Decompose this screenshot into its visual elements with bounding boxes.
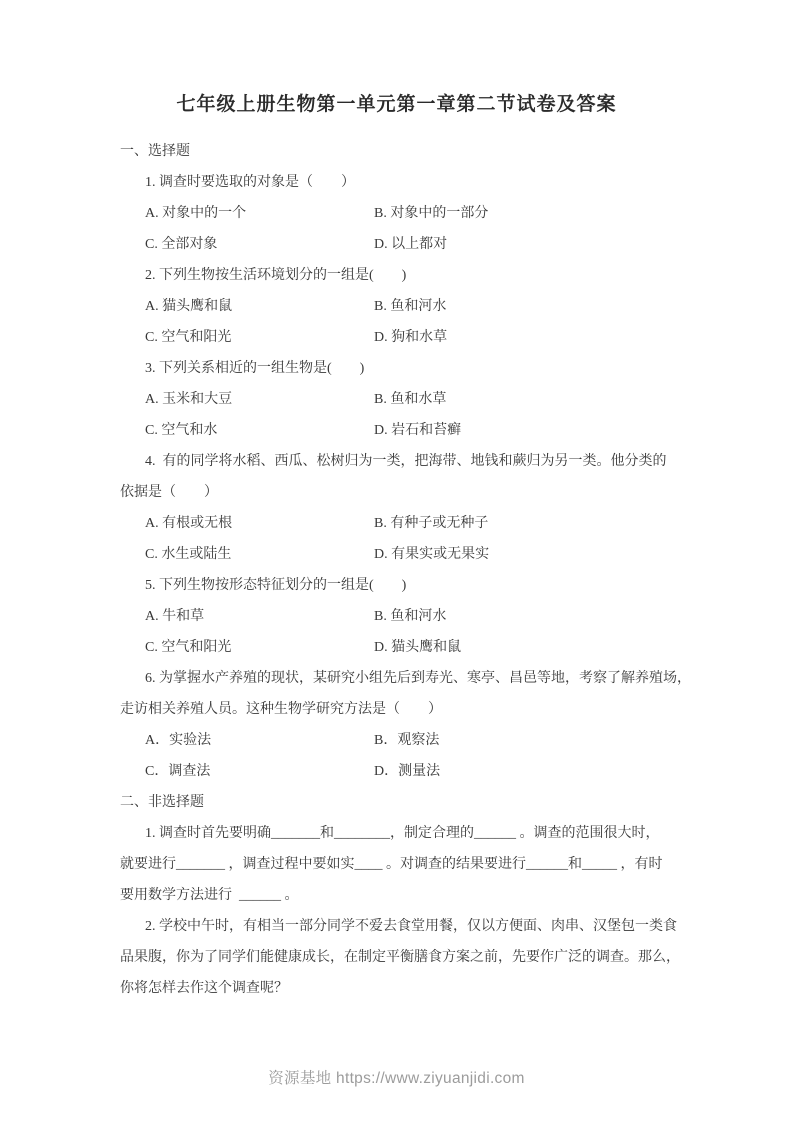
q4-option-c: C. 水生或陆生 [145, 547, 232, 562]
q3-options-row-ab [120, 384, 673, 415]
fill-q2-line-3: 你将怎样去作这个调查呢？ [120, 981, 288, 996]
page-title: 七年级上册生物第一单元第一章第二节试卷及答案 [176, 94, 617, 115]
q2-option-d: D. 狗和水草 [374, 330, 448, 345]
q6-option-d: D．测量法 [374, 764, 441, 779]
q5-options-row-ab [120, 601, 673, 632]
fill-q1-line-3: 要用数学方法进行 ______ 。 [120, 888, 299, 903]
q1-option-a: A. 对象中的一个 [145, 206, 247, 221]
fill-q2-line-1: 2. 学校中午时，有相当一部分同学不爱去食堂用餐，仅以方便面、肉串、汉堡包一类食 [145, 919, 677, 934]
q4-option-d: D. 有果实或无果实 [374, 547, 490, 562]
q3-option-d: D. 岩石和苔癣 [374, 423, 462, 438]
q1-options-row-ab [120, 198, 673, 229]
q4-options-row-cd [120, 539, 673, 570]
q4-stem-line-1: 4. 有的同学将水稻、西瓜、松树归为一类，把海带、地钱和蕨归为另一类。他分类的 [145, 454, 667, 469]
q4-stem-line-2: 依据是（ ） [120, 485, 218, 500]
q3-option-b: B. 鱼和水草 [374, 392, 447, 407]
q6-options-row-cd [120, 756, 673, 787]
q1-option-b: B. 对象中的一部分 [374, 206, 489, 221]
q3-options-row-cd [120, 415, 673, 446]
q4-option-b: B. 有种子或无种子 [374, 516, 489, 531]
q6-options-row-ab [120, 725, 673, 756]
q6-option-c: C．调查法 [145, 764, 211, 779]
fill-q2-line-2: 品果腹，你为了同学们能健康成长，在制定平衡膳食方案之前，先要作广泛的调查。那么， [120, 950, 680, 965]
q1-option-c: C. 全部对象 [145, 237, 218, 252]
q6-stem-line-1: 6. 为掌握水产养殖的现状，某研究小组先后到寿光、寒亭、昌邑等地，考察了解养殖场， [145, 671, 691, 686]
q5-option-c: C. 空气和阳光 [145, 640, 232, 655]
fill-q1-line-1: 1. 调查时首先要明确_______和________，制定合理的______ 。调查的范围很大时， [145, 826, 660, 841]
q5-stem: 5. 下列生物按形态特征划分的一组是( ) [145, 578, 407, 593]
q6-option-b: B．观察法 [374, 733, 440, 748]
q3-stem: 3. 下列关系相近的一组生物是( ) [145, 361, 365, 376]
q6-stem-line-2: 走访相关养殖人员。这种生物学研究方法是（ ） [120, 702, 442, 717]
q4-option-a: A. 有根或无根 [145, 516, 233, 531]
document-body [120, 136, 691, 1004]
section-2-heading: 二、非选择题 [120, 795, 204, 810]
q1-option-d: D. 以上都对 [374, 237, 448, 252]
q5-option-a: A. 牛和草 [145, 609, 205, 624]
q2-option-b: B. 鱼和河水 [374, 299, 447, 314]
q5-option-b: B. 鱼和河水 [374, 609, 447, 624]
q2-stem: 2. 下列生物按生活环境划分的一组是( ) [145, 268, 407, 283]
q2-option-a: A. 猫头鹰和鼠 [145, 299, 233, 314]
q4-options-row-ab [120, 508, 673, 539]
q6-option-a: A．实验法 [145, 733, 212, 748]
fill-q1-line-2: 就要进行_______ ，调查过程中要如实____ 。对调查的结果要进行______和_____ ，有时 [120, 857, 663, 872]
q5-option-d: D. 猫头鹰和鼠 [374, 640, 462, 655]
q2-options-row-ab [120, 291, 673, 322]
site-footer: 资源基地 https://www.ziyuanjidi.com [268, 1070, 525, 1087]
q5-options-row-cd [120, 632, 673, 663]
q2-options-row-cd [120, 322, 673, 353]
q3-option-c: C. 空气和水 [145, 423, 218, 438]
q2-option-c: C. 空气和阳光 [145, 330, 232, 345]
q1-stem: 1. 调查时要选取的对象是（ ） [145, 175, 355, 190]
q1-options-row-cd [120, 229, 673, 260]
q3-option-a: A. 玉米和大豆 [145, 392, 233, 407]
section-1-heading: 一、选择题 [120, 144, 190, 159]
